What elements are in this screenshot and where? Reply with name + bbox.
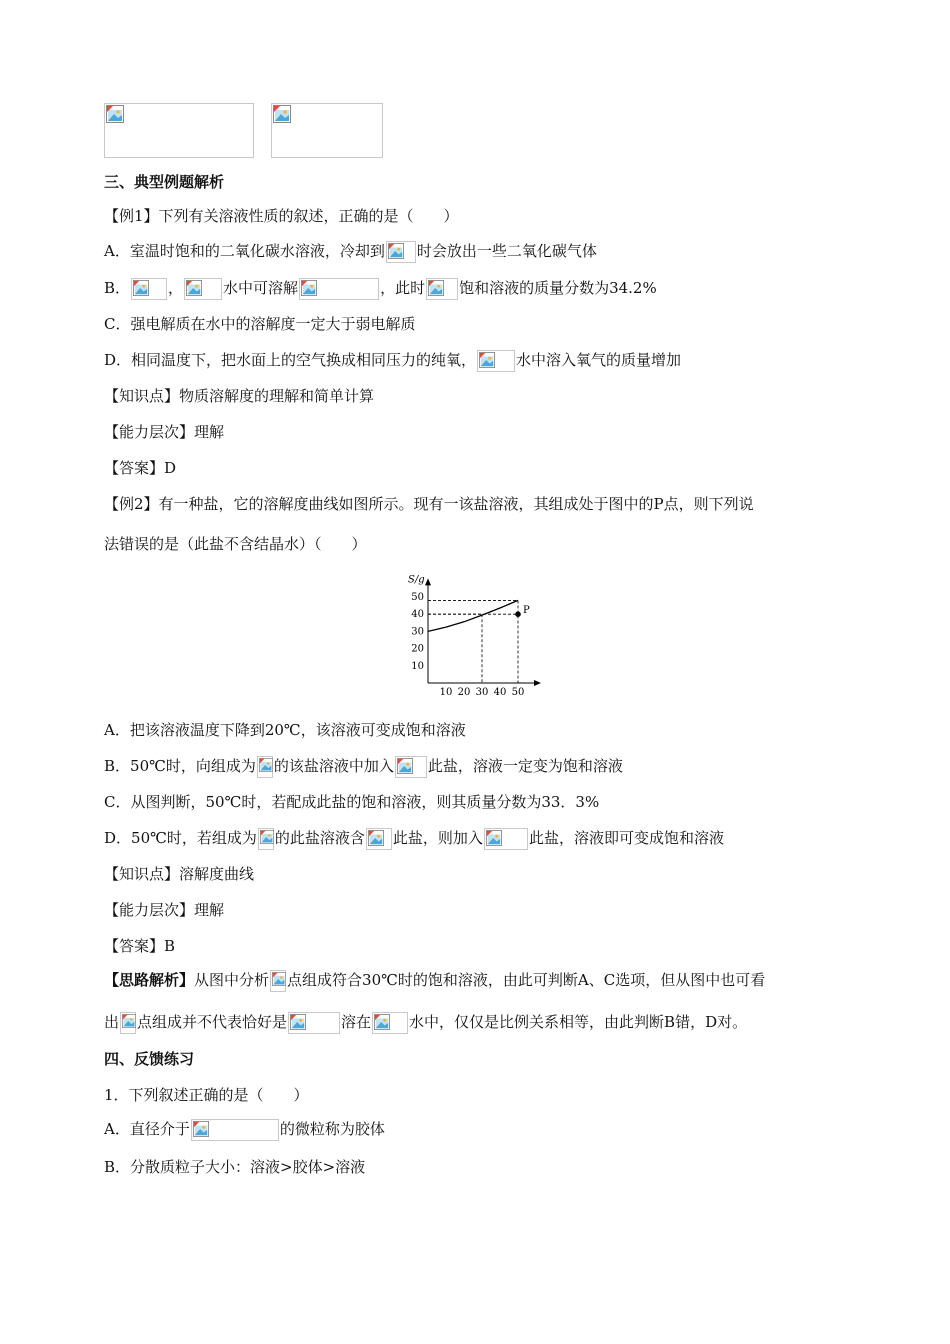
x-tick-label: 30	[475, 687, 489, 695]
image-placeholder	[104, 103, 254, 158]
section-title: 三、典型例题解析	[104, 173, 225, 191]
y-tick-label: 10	[411, 660, 424, 672]
y-axis-label: S/g	[408, 574, 425, 586]
example2-knowledge-point: 【知识点】溶解度曲线	[104, 865, 255, 883]
x-tick-label: 20	[457, 687, 471, 695]
broken-image-icon	[259, 758, 273, 772]
formula-image	[131, 278, 167, 300]
formula-image	[270, 970, 286, 992]
example2-option-c: C．从图判断，50℃时，若配成此盐的饱和溶液，则其质量分数为33．3%	[104, 793, 600, 811]
example2-option-b: B．50℃时，向组成为 的该盐溶液中加入 此盐，溶液一定变为饱和溶液	[104, 756, 623, 778]
broken-image-icon	[301, 280, 317, 296]
example2-answer: 【答案】B	[104, 937, 176, 955]
example2-ability-level: 【能力层次】理解	[104, 901, 225, 919]
formula-image	[299, 278, 379, 300]
formula-image	[426, 278, 458, 300]
y-tick-label: 20	[411, 643, 424, 655]
example1-option-b: B． ， 水中可溶解 ，此时 饱和溶液的质量分数为34.2%	[104, 278, 657, 300]
broken-image-icon	[272, 972, 286, 986]
example1-ability-level: 【能力层次】理解	[104, 423, 225, 441]
feedback-option-b: B．分散质粒子大小：溶液>胶体>溶液	[104, 1158, 366, 1176]
broken-image-icon	[133, 280, 149, 296]
x-tick-label: 40	[493, 687, 507, 695]
example2-option-a: A．把该溶液温度下降到20℃，该溶液可变成饱和溶液	[104, 721, 466, 739]
feedback-option-a: A．直径介于 的微粒称为胶体	[104, 1119, 385, 1141]
point-p-label: P	[523, 605, 530, 617]
broken-image-icon	[122, 1014, 136, 1028]
example2-analysis-line2: 出 点组成并不代表恰好是 溶在 水中，仅仅是比例关系相等，由此判断B错，D对。	[104, 1012, 747, 1034]
broken-image-icon	[186, 280, 202, 296]
formula-image	[288, 1012, 340, 1034]
example1-option-d: D．相同温度下，把水面上的空气换成相同压力的纯氧， 水中溶入氧气的质量增加	[104, 350, 681, 372]
broken-image-icon	[106, 105, 124, 123]
broken-image-icon	[374, 1014, 390, 1030]
formula-image	[395, 756, 427, 778]
broken-image-icon	[428, 280, 444, 296]
example1-option-c: C．强电解质在水中的溶解度一定大于弱电解质	[104, 315, 416, 333]
formula-image	[484, 828, 528, 850]
example2-question-line1: 【例2】有一种盐，它的溶解度曲线如图所示。现有一该盐溶液，其组成处于图中的P点，则下列说	[104, 495, 754, 513]
formula-image	[477, 350, 515, 372]
y-tick-label: 50	[411, 592, 424, 603]
example2-analysis-line1: 【思路解析】从图中分析 点组成符合30℃时的饱和溶液，由此可判断A、C选项，但从图中也可看	[104, 970, 765, 992]
broken-image-icon	[260, 830, 274, 844]
formula-image	[366, 828, 392, 850]
broken-image-icon	[388, 243, 404, 259]
broken-image-icon	[290, 1014, 306, 1030]
y-tick-label: 40	[411, 609, 424, 621]
example2-question-line2: 法错误的是（此盐不含结晶水）（ ）	[104, 535, 367, 553]
formula-image	[386, 241, 416, 263]
example2-option-d: D．50℃时，若组成为 的此盐溶液含 此盐，则加入 此盐，溶液即可变成饱和溶液	[104, 828, 724, 850]
solubility-chart	[400, 565, 550, 695]
formula-image	[258, 828, 274, 850]
formula-image	[120, 1012, 136, 1034]
x-axis-arrow	[534, 680, 541, 686]
x-tick-label: 50	[511, 687, 525, 695]
example1-answer: 【答案】D	[104, 459, 177, 477]
x-tick-label: 10	[439, 687, 453, 695]
point-p	[515, 611, 521, 617]
image-placeholder	[271, 103, 383, 158]
feedback-question1: 1．下列叙述正确的是（ ）	[104, 1086, 309, 1104]
example1-knowledge-point: 【知识点】物质溶解度的理解和简单计算	[104, 387, 375, 405]
broken-image-icon	[486, 830, 502, 846]
formula-image	[372, 1012, 408, 1034]
solubility-curve	[428, 600, 518, 631]
example1-question: 【例1】下列有关溶液性质的叙述，正确的是（ ）	[104, 207, 459, 225]
broken-image-icon	[273, 105, 291, 123]
broken-image-icon	[397, 758, 413, 774]
broken-image-icon	[479, 352, 495, 368]
y-tick-label: 30	[411, 626, 424, 638]
formula-image	[257, 756, 273, 778]
section-title: 四、反馈练习	[104, 1050, 195, 1068]
formula-image	[184, 278, 222, 300]
broken-image-icon	[193, 1121, 209, 1137]
formula-image	[191, 1119, 279, 1141]
y-axis-arrow	[425, 578, 431, 585]
broken-image-icon	[368, 830, 384, 846]
example1-option-a: A．室温时饱和的二氧化碳水溶液，冷却到 时会放出一些二氧化碳气体	[104, 241, 597, 263]
